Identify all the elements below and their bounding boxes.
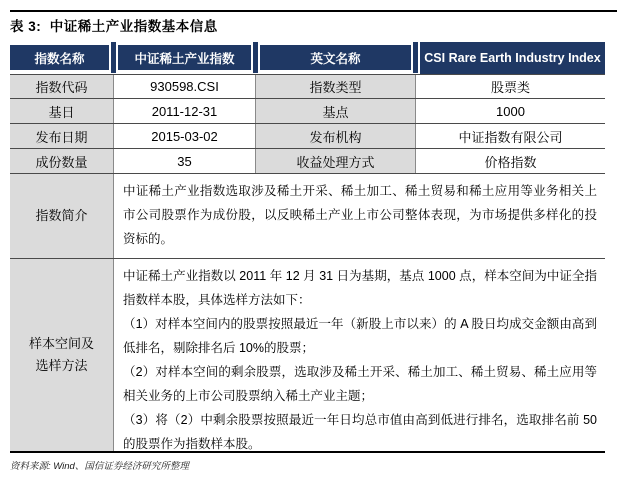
method-intro: 中证稀土产业指数以 2011 年 12 月 31 日为基期，基点 1000 点，样本空间为中证全指指数样本股，具体选样方法如下： — [123, 269, 597, 307]
top-rule — [10, 10, 617, 12]
row-label: 指数代码 — [10, 75, 113, 98]
row-label: 成份数量 — [10, 149, 113, 173]
header-cell-index-name-label: 指数名称 — [10, 45, 109, 70]
row-value: 2015-03-02 — [113, 124, 255, 148]
page-title: 表 3: 中证稀土产业指数基本信息 — [10, 19, 218, 34]
table-header-row — [10, 42, 605, 74]
table-row — [10, 124, 605, 149]
row-label: 基日 — [10, 99, 113, 123]
index-info-table — [10, 42, 605, 453]
row-value: 930598.CSI — [113, 75, 255, 98]
method-item-2: （2）对样本空间的剩余股票，选取涉及稀土开采、稀土加工、稀土贸易、稀土应用等相关业务的上市公司股票纳入稀土产业主题； — [123, 365, 597, 403]
row-label: 发布日期 — [10, 124, 113, 148]
method-label-line2: 选样方法 — [35, 358, 88, 373]
source-note: 资料来源: Wind、国信证券经济研究所整理 — [10, 461, 189, 472]
method-label-line1: 样本空间及 — [28, 336, 94, 351]
selection-method-row — [10, 259, 605, 453]
method-item-1: （1）对样本空间内的股票按照最近一年（新股上市以来）的 A 股日均成交金额由高到低排名，剔除排名后 10%的股票； — [123, 317, 597, 355]
row-value: 价格指数 — [415, 149, 605, 173]
index-brief-row — [10, 174, 605, 259]
brief-label: 指数简介 — [35, 208, 88, 223]
row-value: 中证指数有限公司 — [415, 124, 605, 148]
row-value: 35 — [113, 149, 255, 173]
row-label — [10, 174, 113, 258]
table-row — [10, 99, 605, 124]
header-cell-index-name-value: 中证稀土产业指数 — [118, 45, 251, 70]
header-divider — [251, 42, 260, 73]
row-label: 指数类型 — [255, 75, 415, 98]
header-divider — [411, 42, 420, 73]
row-label — [10, 259, 113, 451]
header-divider — [109, 42, 118, 73]
row-label: 基点 — [255, 99, 415, 123]
row-value: 股票类 — [415, 75, 605, 98]
method-item-3: （3）将（2）中剩余股票按照最近一年日均总市值由高到低进行排名，选取排名前 50 的股票作为指数样本股。 — [123, 413, 597, 451]
method-text — [113, 259, 605, 451]
brief-text: 中证稀土产业指数选取涉及稀土开采、稀土加工、稀土贸易和稀土应用等业务相关上市公司股票作为成份股，以反映稀土产业上市公司整体表现，为市场提供多样化的投资标的。 — [113, 174, 605, 258]
header-cell-english-name-value: CSI Rare Earth Industry Index — [420, 42, 605, 74]
header-cell-english-name-label: 英文名称 — [260, 45, 411, 70]
row-value: 1000 — [415, 99, 605, 123]
row-value: 2011-12-31 — [113, 99, 255, 123]
row-label: 收益处理方式 — [255, 149, 415, 173]
table-row — [10, 74, 605, 99]
table-row — [10, 149, 605, 174]
row-label: 发布机构 — [255, 124, 415, 148]
